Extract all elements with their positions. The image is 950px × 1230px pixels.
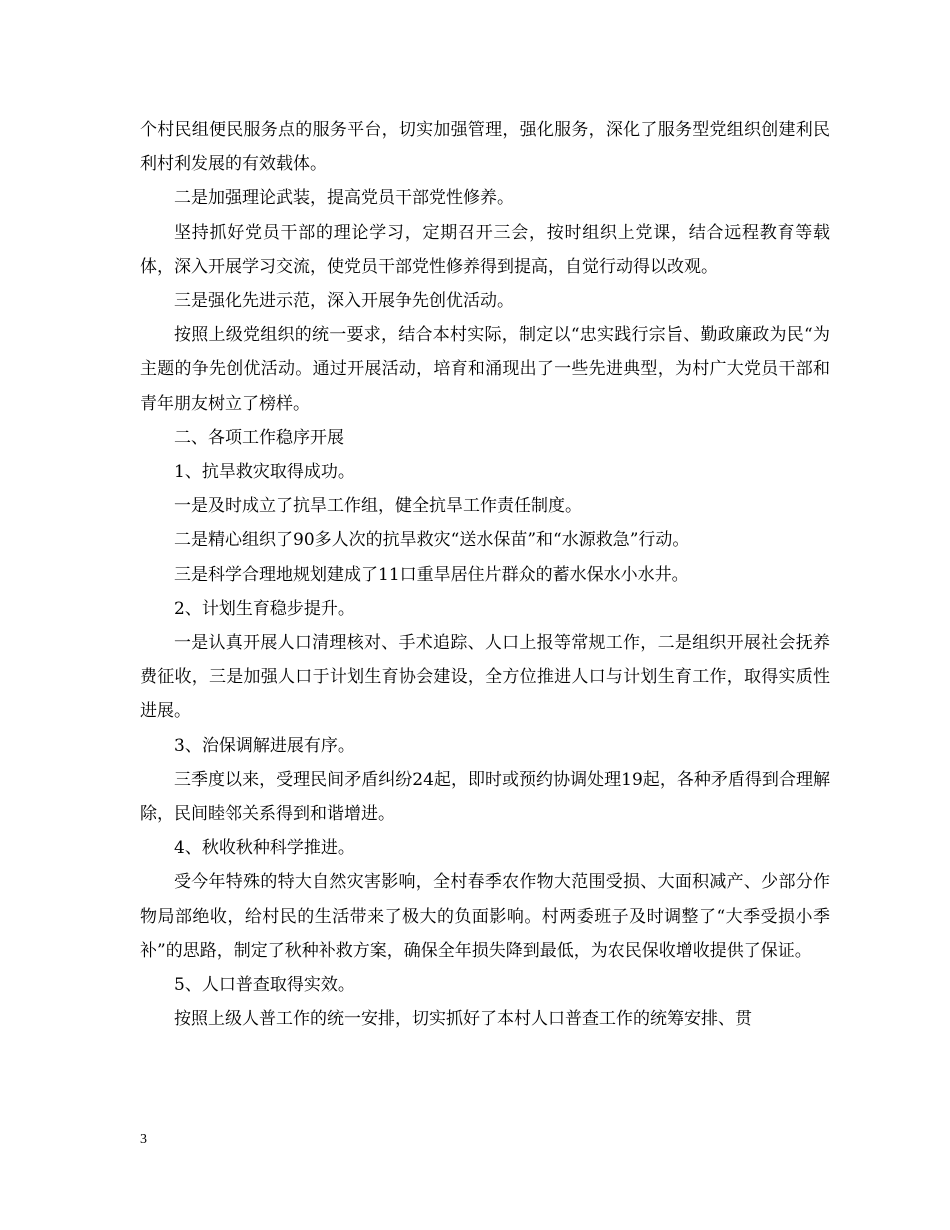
- paragraph: 三季度以来，受理民间矛盾纠纷24起，即时或预约协调处理19起，各种矛盾得到合理解除，民间睦邻关系得到和谐增进。: [140, 769, 830, 825]
- paragraph: 二是加强理论武装，提高党员干部党性修养。: [174, 188, 514, 209]
- paragraph: 二、各项工作稳序开展: [174, 427, 344, 448]
- document-body: [140, 113, 830, 1036]
- paragraph: 按照上级人普工作的统一安排，切实抓好了本村人口普查工作的统筹安排、贯: [174, 1009, 752, 1030]
- paragraph: 三是强化先进示范，深入开展争先创优活动。: [174, 291, 514, 312]
- paragraph: 个村民组便民服务点的服务平台，切实加强管理，强化服务，深化了服务型党组织创建利民利村利发展的有效载体。: [140, 120, 830, 175]
- paragraph: 3、治保调解进展有序。: [174, 735, 355, 756]
- paragraph: 一是及时成立了抗旱工作组，健全抗旱工作责任制度。: [174, 496, 582, 517]
- paragraph: 5、人口普查取得实效。: [174, 975, 355, 996]
- paragraph: 4、秋收秋种科学推进。: [174, 838, 355, 859]
- paragraph: 二是精心组织了90多人次的抗旱救灾“送水保苗”和“水源救急”行动。: [174, 530, 690, 551]
- paragraph: 按照上级党组织的统一要求，结合本村实际，制定以“忠实践行宗旨、勤政廉政为民“为主题的争先创优活动。通过开展活动，培育和涌现出了一些先进典型，为村广大党员干部和青年朋友树立了榜样。: [140, 325, 830, 414]
- paragraph: 三是科学合理地规划建成了11口重旱居住片群众的蓄水保水小水井。: [174, 564, 689, 585]
- paragraph: 坚持抓好党员干部的理论学习，定期召开三会，按时组织上党课，结合远程教育等载体，深入开展学习交流，使党员干部党性修养得到提高，自觉行动得以改观。: [140, 222, 830, 277]
- paragraph: 一是认真开展人口清理核对、手术追踪、人口上报等常规工作，二是组织开展社会抚养费征收，三是加强人口于计划生育协会建设，全方位推进人口与计划生育工作，取得实质性进展。: [140, 633, 830, 722]
- paragraph: 1、抗旱救灾取得成功。: [174, 462, 355, 483]
- page-number: 3: [140, 1132, 147, 1147]
- paragraph: 受今年特殊的特大自然灾害影响，全村春季农作物大范围受损、大面积减产、少部分作物局部绝收，给村民的生活带来了极大的负面影响。村两委班子及时调整了“大季受损小季补”的思路，制定了秋种补救方案，确保全年损失降到最低，为农民保收增收提供了保证。: [140, 872, 830, 961]
- paragraph: 2、计划生育稳步提升。: [174, 598, 355, 619]
